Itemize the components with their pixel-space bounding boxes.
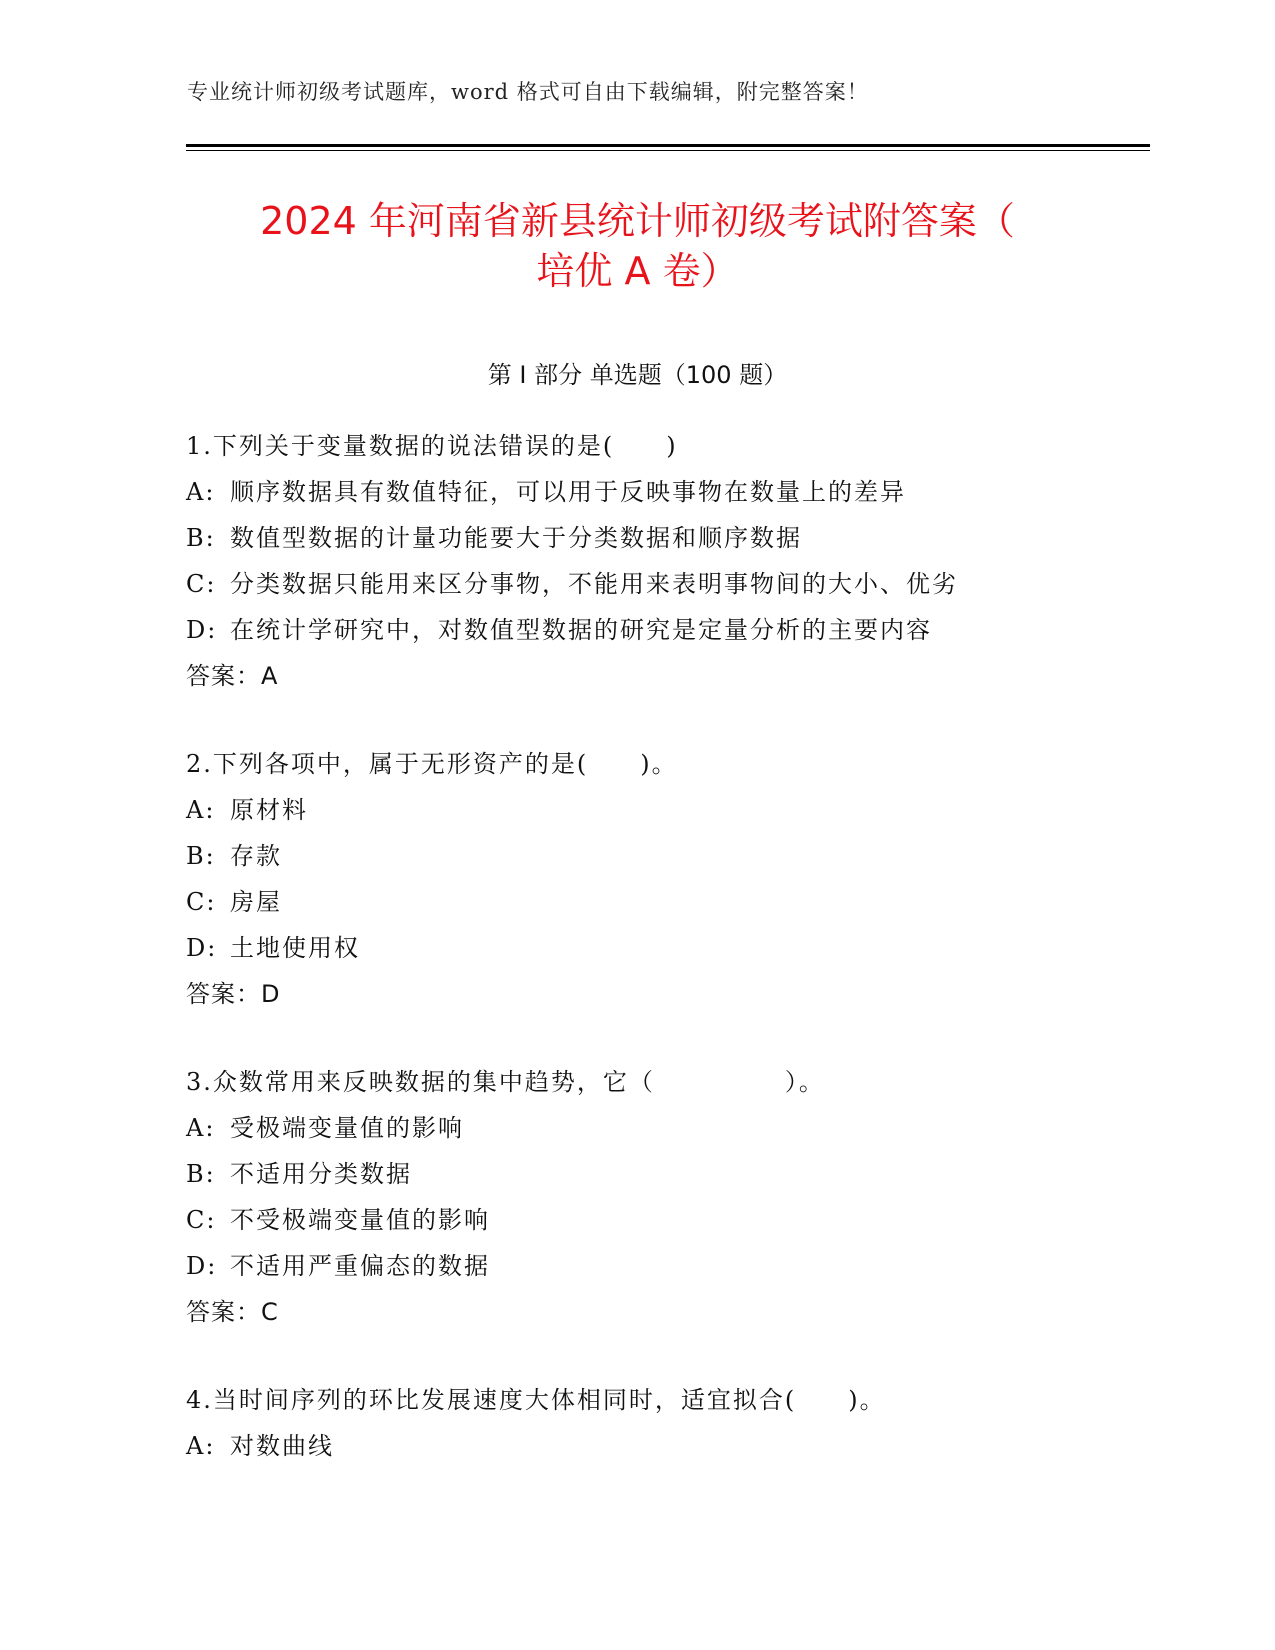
option-text: 原材料	[230, 796, 308, 824]
option-b	[186, 1151, 1086, 1197]
option-c	[186, 1197, 1086, 1243]
question-4	[186, 1377, 1086, 1469]
answer-line: 答案：C	[186, 1298, 279, 1326]
question-stem: 1.下列关于变量数据的说法错误的是( )	[186, 432, 678, 460]
option-text: 存款	[230, 842, 282, 870]
option-label: C:	[186, 888, 217, 916]
option-text: 在统计学研究中，对数值型数据的研究是定量分析的主要内容	[230, 616, 932, 644]
option-text: 不受极端变量值的影响	[230, 1206, 490, 1234]
option-c	[186, 561, 1086, 607]
option-label: C:	[186, 570, 217, 598]
option-label: B:	[186, 524, 216, 552]
option-a	[186, 1423, 1086, 1469]
option-text: 不适用严重偏态的数据	[230, 1252, 490, 1280]
option-label: A:	[186, 1114, 216, 1142]
option-a	[186, 787, 1086, 833]
question-3	[186, 1059, 1086, 1335]
option-label: D:	[186, 934, 218, 962]
option-label: A:	[186, 796, 216, 824]
option-b	[186, 833, 1086, 879]
question-1	[186, 423, 1086, 699]
option-text: 房屋	[230, 888, 282, 916]
answer-line: 答案：A	[186, 662, 279, 690]
option-text: 顺序数据具有数值特征，可以用于反映事物在数量上的差异	[230, 478, 906, 506]
question-stem: 2.下列各项中，属于无形资产的是( )。	[186, 750, 678, 778]
option-a	[186, 469, 1086, 515]
document-title-line-1: 2024 年河南省新县统计师初级考试附答案（	[260, 199, 1015, 243]
option-text: 对数曲线	[230, 1432, 334, 1460]
option-c	[186, 879, 1086, 925]
option-label: D:	[186, 616, 218, 644]
option-text: 分类数据只能用来区分事物，不能用来表明事物间的大小、优劣	[230, 570, 958, 598]
option-d	[186, 925, 1086, 971]
option-text: 数值型数据的计量功能要大于分类数据和顺序数据	[230, 524, 802, 552]
header-note: 专业统计师初级考试题库，word 格式可自由下载编辑，附完整答案！	[187, 80, 869, 104]
option-text: 不适用分类数据	[230, 1160, 412, 1188]
option-label: B:	[186, 842, 216, 870]
header-rule-thick	[186, 144, 1150, 147]
option-label: C:	[186, 1206, 217, 1234]
option-text: 土地使用权	[230, 934, 360, 962]
option-label: B:	[186, 1160, 216, 1188]
option-label: A:	[186, 1432, 216, 1460]
question-stem: 3.众数常用来反映数据的集中趋势，它（ ）。	[186, 1068, 825, 1096]
option-text: 受极端变量值的影响	[230, 1114, 464, 1142]
option-d	[186, 1243, 1086, 1289]
option-a	[186, 1105, 1086, 1151]
answer-line: 答案：D	[186, 980, 281, 1008]
option-d	[186, 607, 1086, 653]
option-label: D:	[186, 1252, 218, 1280]
section-title: 第 I 部分 单选题（100 题）	[487, 361, 788, 389]
document-title-line-2: 培优 A 卷）	[536, 249, 739, 293]
question-stem: 4.当时间序列的环比发展速度大体相同时，适宜拟合( )。	[186, 1386, 886, 1414]
document-title	[150, 196, 1125, 296]
option-label: A:	[186, 478, 216, 506]
option-b	[186, 515, 1086, 561]
question-2	[186, 741, 1086, 1017]
header-rule-thin	[186, 150, 1150, 151]
